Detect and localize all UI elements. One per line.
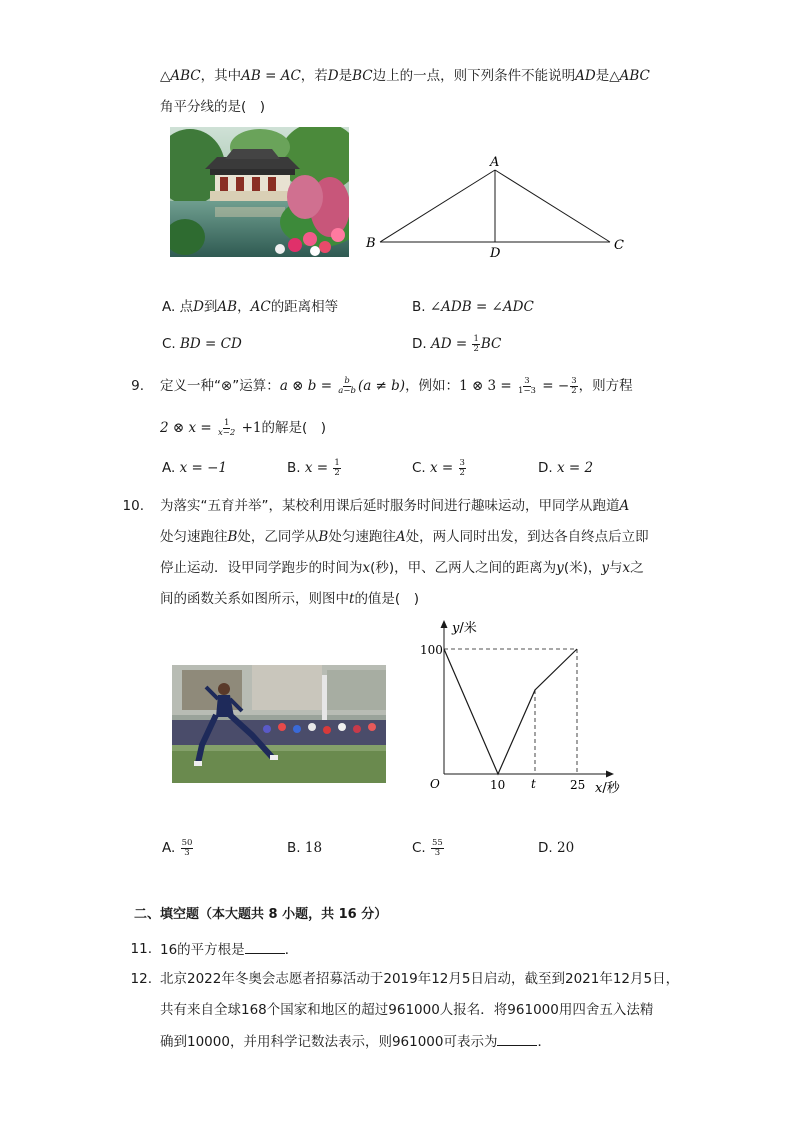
x-axis-label bbox=[595, 780, 621, 796]
option-text: 到 bbox=[203, 299, 218, 315]
q8-math: D bbox=[327, 68, 339, 84]
option-label: C. bbox=[162, 336, 176, 352]
runner-photo bbox=[172, 665, 386, 783]
option-label: D. bbox=[412, 336, 427, 352]
x-tick-t: t bbox=[531, 777, 536, 791]
frac-num: 3 bbox=[459, 457, 465, 468]
q9-fraction bbox=[337, 377, 357, 396]
option-math: x = 2 bbox=[556, 460, 594, 476]
y-tick-100: 100 bbox=[420, 643, 443, 657]
distance-function-line bbox=[444, 649, 577, 774]
q9-math: +1 bbox=[237, 420, 262, 436]
q10-math: B bbox=[318, 529, 329, 545]
q9-option-d[interactable] bbox=[538, 458, 593, 478]
q9-option-b[interactable] bbox=[287, 458, 342, 478]
option-label: C. bbox=[412, 460, 426, 476]
q10-text: 处，两人同时出发，到达各自终点后立即 bbox=[405, 529, 649, 545]
option-math: x = bbox=[430, 460, 458, 476]
q8-option-a[interactable] bbox=[162, 297, 338, 317]
option-label: A. bbox=[162, 840, 176, 856]
q10-math: y bbox=[556, 560, 564, 576]
q10-math: A bbox=[619, 498, 630, 514]
q10-math: A bbox=[395, 529, 406, 545]
frac-num: 3 bbox=[524, 375, 530, 386]
q8-math: AB = AC bbox=[241, 68, 301, 84]
q8-math: ABC bbox=[170, 68, 201, 84]
q10-text: 之 bbox=[630, 560, 644, 576]
frac-num: 3 bbox=[571, 375, 577, 386]
section-title-fill-in: 二、填空题（本大题共 8 小题，共 16 分） bbox=[134, 907, 388, 922]
runner-image bbox=[172, 665, 386, 783]
option-math: x = bbox=[304, 460, 333, 476]
option-label: C. bbox=[412, 840, 426, 856]
option-label: A. bbox=[162, 460, 176, 476]
option-math: 20 bbox=[556, 840, 575, 856]
q10-stem-line2 bbox=[160, 527, 649, 547]
frac-num: 55 bbox=[432, 837, 443, 848]
x-var: x bbox=[595, 781, 603, 796]
q10-text: 间的函数关系如图所示，则图中 bbox=[160, 591, 349, 607]
garden-pavilion-image bbox=[170, 127, 349, 257]
q10-text: 停止运动．设甲同学跑步的时间为 bbox=[160, 560, 363, 576]
q12-number: 12. bbox=[130, 971, 152, 987]
q8-option-d[interactable] bbox=[412, 334, 501, 354]
frac-den: a−b bbox=[338, 385, 356, 396]
frac-den: 3 bbox=[434, 847, 441, 858]
q9-math: 2 ⊗ x = bbox=[160, 420, 216, 436]
x-tick-25: 25 bbox=[570, 778, 586, 792]
q11-stem bbox=[160, 939, 298, 960]
y-axis-arrow bbox=[441, 620, 448, 628]
q10-math: y bbox=[601, 560, 609, 576]
q11-answer-blank[interactable] bbox=[245, 939, 285, 954]
q8-stem-line2: 角平分线的是( ) bbox=[160, 99, 266, 115]
q8-math: BC bbox=[352, 68, 373, 84]
option-math: 18 bbox=[304, 840, 323, 856]
q10-number: 10. bbox=[122, 498, 144, 514]
q10-math: x bbox=[622, 560, 631, 576]
frac-num: 1 bbox=[334, 457, 340, 468]
option-math: BC bbox=[480, 336, 502, 352]
frac-den: 2 bbox=[571, 385, 577, 396]
triangle-abc-diagram bbox=[362, 152, 632, 262]
option-math: ∠ADB = ∠ADC bbox=[429, 299, 534, 315]
option-math: BD = CD bbox=[180, 336, 242, 352]
y-unit: /米 bbox=[459, 621, 477, 636]
vertex-label-a: A bbox=[490, 155, 500, 170]
q9-math: 1 ⊗ 3 = bbox=[459, 378, 517, 394]
q11-number: 11. bbox=[130, 941, 152, 957]
option-label: A. bbox=[162, 299, 176, 315]
origin-label: O bbox=[430, 777, 440, 791]
q10-text: 与 bbox=[609, 560, 623, 576]
q9-stem-line2 bbox=[160, 418, 326, 438]
frac-num: 1 bbox=[473, 333, 479, 344]
q8-option-c[interactable] bbox=[162, 334, 242, 354]
q8-option-b[interactable] bbox=[412, 297, 534, 317]
option-label: B. bbox=[412, 299, 426, 315]
fraction bbox=[181, 839, 194, 858]
q8-triangle-symbol: △ bbox=[160, 68, 171, 84]
option-text: 点 bbox=[179, 299, 194, 315]
q9-text: ，例如： bbox=[405, 378, 460, 394]
x-axis-arrow bbox=[606, 771, 614, 778]
q12-answer-blank[interactable] bbox=[497, 1031, 537, 1046]
q10-text: (米)， bbox=[563, 560, 602, 576]
q8-math: AD bbox=[575, 68, 596, 84]
q10-stem-line1 bbox=[160, 496, 629, 516]
q12-text: 确到10000，并用科学记数法表示，则961000可表示为 bbox=[160, 1034, 498, 1050]
q9-fraction bbox=[570, 377, 577, 396]
garden-pavilion-photo bbox=[170, 127, 349, 257]
y-axis-label bbox=[451, 620, 477, 636]
q10-option-c[interactable] bbox=[412, 838, 445, 858]
vertex-label-b: B bbox=[366, 236, 376, 251]
q9-fraction bbox=[217, 419, 236, 438]
q9-stem-line1 bbox=[160, 376, 633, 396]
option-text: 的距离相等 bbox=[270, 299, 339, 315]
option-math: AD = bbox=[430, 336, 472, 352]
q10-stem-line4 bbox=[160, 589, 419, 609]
q10-text: 处，乙同学从 bbox=[237, 529, 319, 545]
q9-math: (a ≠ b) bbox=[357, 378, 406, 394]
option-label: B. bbox=[287, 840, 301, 856]
x-unit: /秒 bbox=[602, 781, 620, 796]
vertex-label-c: C bbox=[614, 238, 624, 253]
frac-den: 2 bbox=[459, 467, 465, 478]
fraction bbox=[333, 459, 340, 478]
q9-option-a[interactable] bbox=[162, 458, 227, 478]
frac-num: 50 bbox=[181, 837, 193, 848]
frac-num: 1 bbox=[223, 417, 230, 428]
frac-den: 2 bbox=[473, 343, 479, 354]
frac-den: x−2 bbox=[218, 427, 236, 438]
q8-text: ，其中 bbox=[200, 68, 242, 84]
q9-number: 9. bbox=[131, 378, 144, 394]
q10-math: t bbox=[349, 591, 355, 607]
distance-time-graph bbox=[418, 614, 628, 800]
option-math: D bbox=[193, 299, 204, 315]
side-ab bbox=[380, 170, 495, 242]
q10-option-b[interactable] bbox=[287, 838, 322, 858]
x-tick-10: 10 bbox=[490, 778, 506, 792]
q12-stem-line3 bbox=[160, 1031, 551, 1052]
q9-math: a ⊗ b = bbox=[279, 378, 337, 394]
q10-text: 为落实“五育并举”，某校利用课后延时服务时间进行趣味运动，甲同学从跑道 bbox=[160, 498, 620, 514]
q11-end: ． bbox=[284, 942, 299, 958]
q10-text: 处匀速跑往 bbox=[328, 529, 396, 545]
option-math: AC bbox=[250, 299, 271, 315]
fraction bbox=[459, 459, 466, 478]
q10-text: 的值是( ) bbox=[354, 591, 419, 607]
q10-math: B bbox=[227, 529, 238, 545]
q9-text: 的解是( ) bbox=[261, 420, 327, 436]
q10-text: (秒)，甲、乙两人之间的距离为 bbox=[370, 560, 557, 576]
option-math: AB bbox=[217, 299, 238, 315]
q11-text: 16的平方根是 bbox=[160, 942, 245, 958]
frac-den: 2 bbox=[334, 467, 340, 478]
frac-num: b bbox=[344, 375, 350, 386]
q12-end: ． bbox=[537, 1034, 551, 1050]
side-ac bbox=[495, 170, 610, 242]
q9-text: ，则方程 bbox=[578, 378, 633, 394]
option-label: B. bbox=[287, 460, 301, 476]
option-math: x = −1 bbox=[179, 460, 228, 476]
option-text: ， bbox=[237, 299, 251, 315]
q10-math: x bbox=[362, 560, 371, 576]
q12-stem-line2: 共有来自全球168个国家和地区的超过961000人报名．将961000用四舍五入法精 bbox=[160, 1002, 654, 1018]
q9-option-c[interactable] bbox=[412, 458, 467, 478]
frac-den: 1−3 bbox=[518, 385, 536, 396]
q8-stem-line1 bbox=[160, 66, 650, 86]
option-label: D. bbox=[538, 460, 553, 476]
fraction bbox=[431, 839, 444, 858]
q12-stem-line1: 北京2022年冬奥会志愿者招募活动于2019年12月5日启动，截至到2021年12月5日， bbox=[160, 971, 680, 987]
q9-text: 定义一种“⊗”运算： bbox=[160, 378, 280, 394]
q8-text: ，若 bbox=[300, 68, 328, 84]
q10-stem-line3 bbox=[160, 558, 644, 578]
fraction-one-half bbox=[472, 335, 479, 354]
q8-text: 是△ bbox=[595, 68, 620, 84]
q10-option-a[interactable] bbox=[162, 838, 194, 858]
q10-text: 处匀速跑往 bbox=[160, 529, 228, 545]
q8-math: ABC bbox=[619, 68, 650, 84]
q8-text: 是 bbox=[338, 68, 353, 84]
y-var: y bbox=[452, 621, 460, 636]
frac-den: 3 bbox=[184, 847, 190, 858]
point-label-d: D bbox=[490, 246, 501, 261]
q9-fraction bbox=[517, 377, 537, 396]
q9-math: = − bbox=[537, 378, 570, 394]
q8-text: 边上的一点，则下列条件不能说明 bbox=[372, 68, 576, 84]
q10-option-d[interactable] bbox=[538, 838, 574, 858]
option-label: D. bbox=[538, 840, 553, 856]
